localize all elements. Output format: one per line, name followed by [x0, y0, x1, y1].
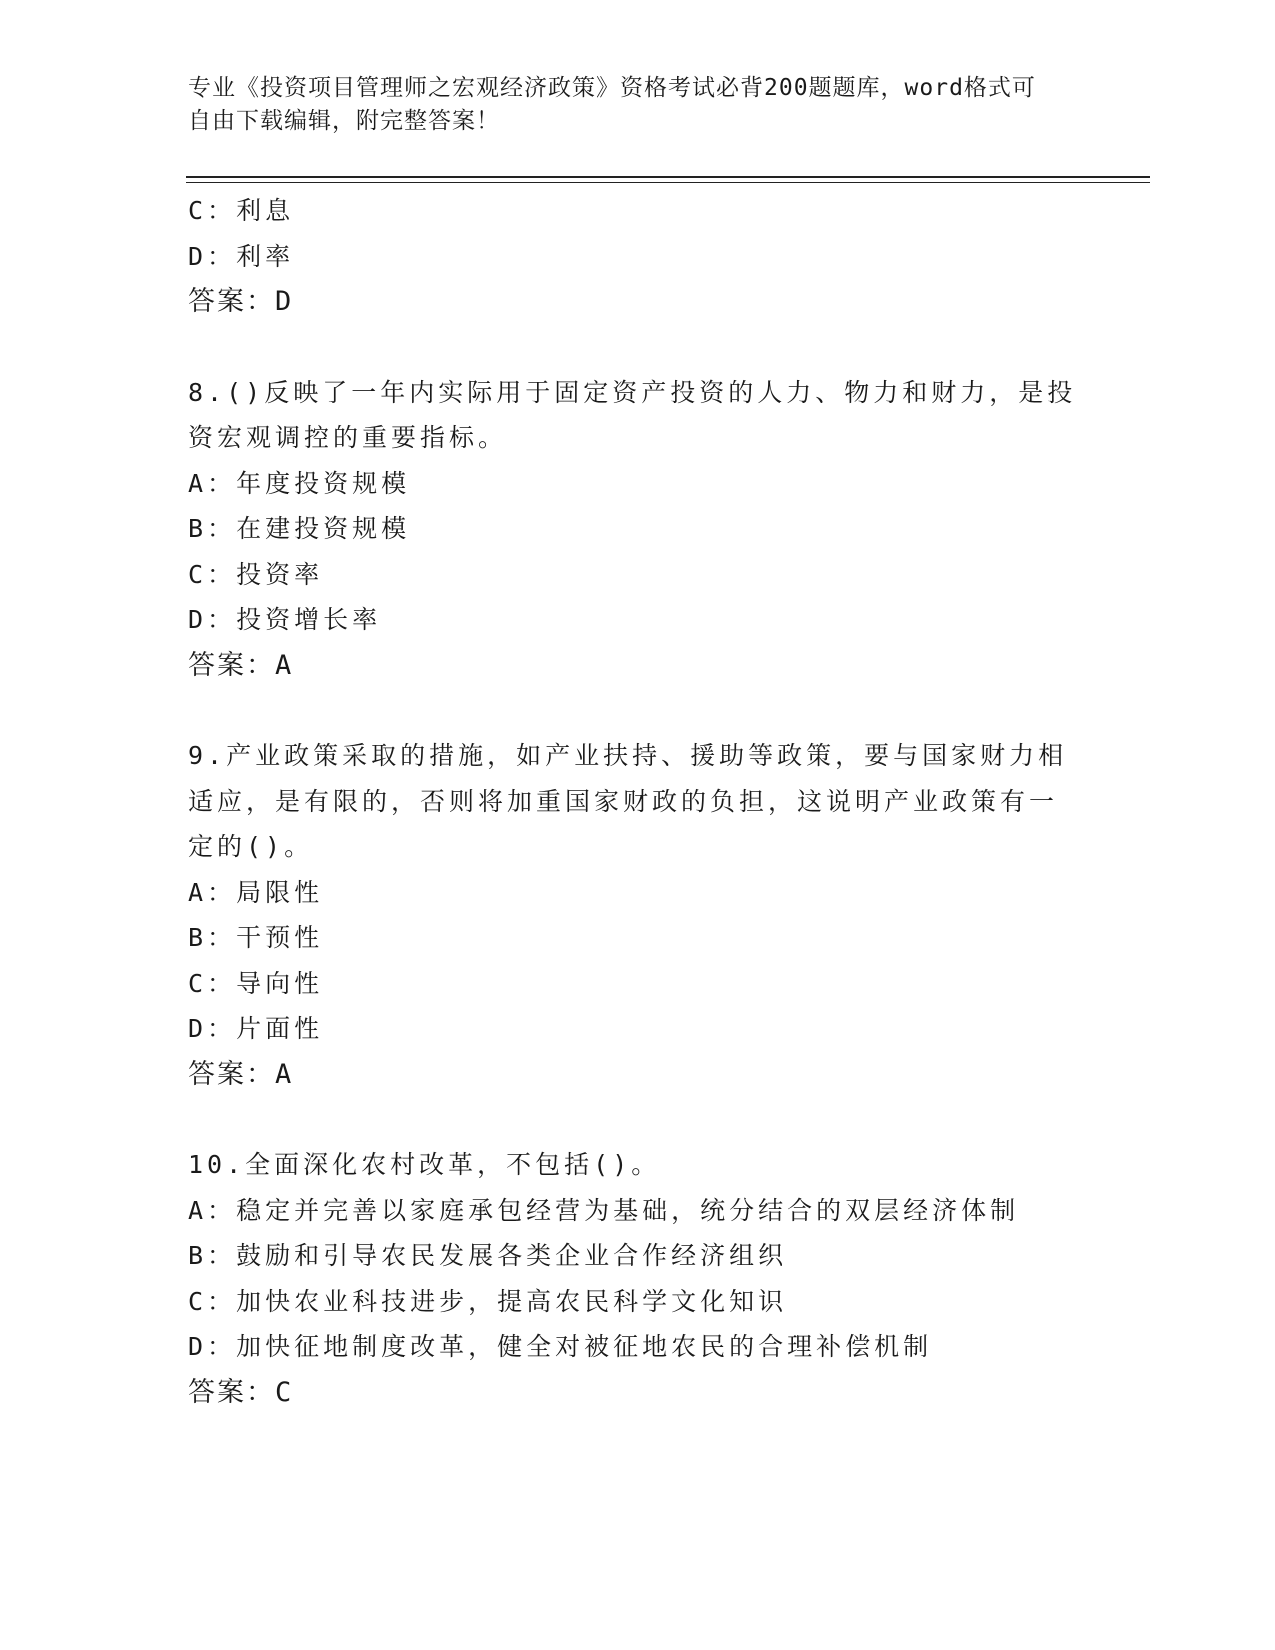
document-header — [188, 72, 1068, 138]
option-a — [188, 1188, 1078, 1234]
option-text: 利率 — [236, 241, 295, 271]
question-stem-line: 9.产业政策采取的措施，如产业扶持、援助等政策，要与国家财力相 — [188, 741, 1068, 770]
option-c — [188, 1279, 1078, 1325]
option-text: 干预性 — [236, 923, 324, 952]
answer-line: 答案：D — [188, 286, 294, 317]
option-key: C： — [188, 196, 237, 225]
option-text: 片面性 — [236, 1014, 324, 1043]
answer-line: 答案：C — [188, 1376, 294, 1408]
question-spacer — [188, 325, 1078, 370]
question-8 — [188, 370, 1078, 689]
option-text: 投资增长率 — [236, 605, 382, 634]
option-key: C： — [188, 1286, 237, 1316]
option-c — [188, 961, 1078, 1007]
option-key: B： — [188, 923, 237, 952]
question-content — [188, 188, 1078, 1415]
option-c — [188, 188, 1078, 234]
option-key: C： — [188, 559, 237, 589]
option-text: 在建投资规模 — [236, 514, 411, 543]
option-key: D： — [188, 1332, 237, 1361]
option-d — [188, 597, 1078, 643]
option-d — [188, 1006, 1078, 1052]
question-stem-line: 8.()反映了一年内实际用于固定资产投资的人力、物力和财力，是投 — [188, 377, 1077, 407]
option-text: 年度投资规模 — [236, 468, 411, 498]
question-10 — [188, 1142, 1078, 1415]
question-9 — [188, 733, 1078, 1097]
option-key: D： — [188, 241, 237, 271]
option-a — [188, 461, 1078, 507]
header-line-1: 专业《投资项目管理师之宏观经济政策》资格考试必背200题题库，word格式可 — [188, 75, 1036, 101]
answer-line: 答案：A — [188, 649, 294, 681]
option-text: 投资率 — [236, 559, 324, 589]
option-d — [188, 234, 1078, 280]
question-stem-line: 定的()。 — [188, 832, 314, 861]
continuation-block — [188, 188, 1078, 325]
option-c — [188, 552, 1078, 598]
option-key: A： — [188, 1195, 237, 1225]
option-key: B： — [188, 1241, 237, 1270]
header-line-2: 自由下载编辑，附完整答案！ — [188, 108, 500, 134]
option-text: 鼓励和引导农民发展各类企业合作经济组织 — [236, 1241, 788, 1270]
question-stem-line: 资宏观调控的重要指标。 — [188, 423, 508, 452]
option-key: D： — [188, 605, 237, 634]
option-text: 导向性 — [236, 968, 324, 998]
option-b — [188, 915, 1078, 961]
option-text: 加快农业科技进步，提高农民科学文化知识 — [236, 1286, 788, 1316]
option-a — [188, 870, 1078, 916]
option-key: A： — [188, 877, 237, 907]
answer-line: 答案：A — [188, 1058, 294, 1090]
option-key: C： — [188, 968, 237, 998]
question-stem-line: 10.全面深化农村改革，不包括()。 — [188, 1150, 661, 1179]
option-text: 加快征地制度改革，健全对被征地农民的合理补偿机制 — [236, 1332, 933, 1361]
option-key: D： — [188, 1014, 237, 1043]
header-divider-thick — [186, 176, 1150, 178]
option-text: 利息 — [236, 196, 295, 225]
question-stem-line: 适应，是有限的，否则将加重国家财政的负担，这说明产业政策有一 — [188, 786, 1059, 816]
header-divider-thin — [186, 182, 1150, 183]
option-key: B： — [188, 514, 237, 543]
option-b — [188, 1233, 1078, 1279]
question-spacer — [188, 688, 1078, 733]
option-d — [188, 1324, 1078, 1370]
option-key: A： — [188, 468, 237, 498]
option-text: 局限性 — [236, 877, 324, 907]
question-spacer — [188, 1097, 1078, 1142]
option-b — [188, 506, 1078, 552]
option-text: 稳定并完善以家庭承包经营为基础，统分结合的双层经济体制 — [236, 1195, 1020, 1225]
